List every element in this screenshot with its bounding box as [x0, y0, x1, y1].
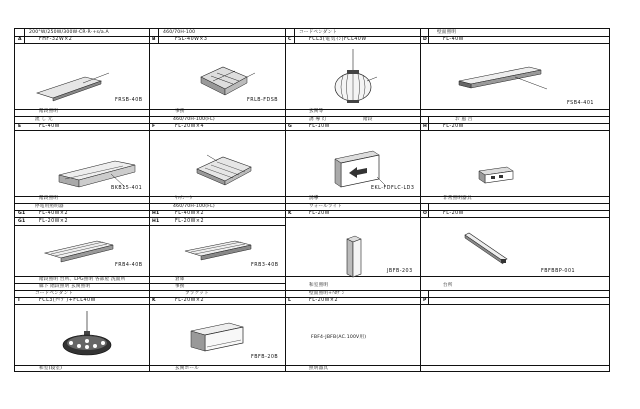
fixture-model: FL-20W×2: [175, 298, 204, 303]
catalog-code: FRSB-40B: [115, 98, 143, 103]
catalog-code: FBFB-20B: [251, 355, 279, 360]
fixture-letter: I: [18, 298, 20, 303]
grid-line: [15, 43, 609, 44]
catalog-code: FRB3-40B: [251, 263, 279, 268]
grid-line: [15, 130, 609, 131]
fixture-model: FL-20W×2: [309, 298, 338, 303]
cell-footer: 非常照明器具: [443, 196, 472, 201]
cell-header: 200°W/250W/300W·CR·R·+s/a.A: [29, 30, 109, 35]
cell-header: 460/70H-100(FL): [173, 204, 215, 209]
cell-footer: 事務: [175, 109, 185, 114]
fixture-illustration: [333, 149, 385, 189]
fixture-model: FL-40W×2: [39, 211, 68, 216]
fixture-illustration: [477, 165, 517, 185]
fixture-letter: H: [423, 124, 428, 129]
cell-header: 460/70H-100: [163, 30, 196, 35]
fixture-illustration: [193, 151, 259, 187]
grid-line: [149, 29, 150, 371]
cell-header: 460/70H-100(FL): [173, 117, 215, 122]
fixture-model: FL-20W: [309, 211, 330, 216]
fixture-letter: B: [152, 37, 156, 42]
cell-note: FBF4-JBFB(AC.100V用): [311, 335, 367, 340]
fixture-letter: F: [152, 124, 156, 129]
cell-footer: 台所: [443, 283, 453, 288]
cell-footer: 階段照明: [39, 196, 59, 201]
fixture-illustration: [35, 71, 115, 101]
fixture-letter: L: [288, 298, 292, 303]
fixture-illustration: [455, 65, 555, 95]
fixture-model: FL-40W: [443, 37, 464, 42]
grid-line: [15, 304, 609, 305]
catalog-code: FRLB-FDSB: [247, 98, 279, 103]
fixture-illustration: [187, 321, 251, 355]
fixture-model: FL-20W: [443, 211, 464, 216]
fixture-illustration: [331, 49, 381, 107]
catalog-code: BKB15-401: [111, 186, 143, 191]
cell-footer: 和室照明: [309, 283, 329, 288]
catalog-code: FRB4-40B: [115, 263, 143, 268]
cell-header: 流 し 元: [35, 117, 53, 122]
cell-footer: 誘導: [309, 196, 319, 201]
fixture-illustration: [463, 231, 513, 265]
cell-footer: ｷｯﾁﾝ一ﾀ: [175, 196, 193, 201]
fixture-letter: A: [18, 37, 22, 42]
fixture-letter: K: [288, 211, 292, 216]
fixture-model: FHF-32W×2: [39, 37, 73, 42]
catalog-code: FBFBBP-001: [541, 269, 576, 274]
fixture-model: FL-20W×2: [175, 219, 204, 224]
cell-header: 停電用照明器: [35, 204, 64, 209]
cell-header: コードペンダント: [299, 30, 338, 35]
cell-footer: 倉庫: [175, 277, 185, 282]
fixture-letter: H1: [152, 211, 160, 216]
cell-footer: 事務: [175, 284, 185, 289]
fixture-letter: D: [423, 37, 428, 42]
fixture-illustration: [345, 235, 367, 279]
grid-line: [420, 29, 421, 371]
fixture-model: FL-20W: [443, 124, 464, 129]
fixture-model: FSL-40W×3: [175, 37, 208, 42]
fixture-model: FL-10W: [309, 124, 330, 129]
fixture-model: FL-40W: [39, 124, 60, 129]
fixture-letter: C: [288, 37, 292, 42]
cell-footer: 階段照明 台所、LPG照明 各部屋 洗面所: [39, 277, 126, 282]
fixture-letter: K: [152, 298, 156, 303]
fixture-model: FL-20W×4: [175, 124, 204, 129]
cell-header: 壁面照明+ﾊﾛｹﾞﾝ: [309, 291, 345, 296]
catalog-code: EKL-FDFLC-LD3: [371, 186, 415, 191]
fixture-letter: H1: [152, 219, 160, 224]
grid-line: [15, 225, 285, 226]
fixture-model: FL-20W×2: [39, 219, 68, 224]
fixture-illustration: [57, 311, 117, 361]
cell-header: 壁面照明: [437, 30, 457, 35]
cell-header-extra: 階段: [363, 117, 373, 122]
fixture-illustration: [197, 63, 257, 99]
cell-footer: 廊下 階段照明 玄関照明: [39, 284, 91, 289]
fixture-letter: O: [423, 211, 428, 216]
cell-header: コードペンダント: [35, 291, 74, 296]
grid-line: [15, 217, 609, 218]
cell-footer: 階段照明: [39, 109, 59, 114]
cell-footer: 玄関ホール: [175, 366, 199, 371]
fixture-letter: P: [423, 298, 427, 303]
fixture-model: FCL3(電気ｲﾝ)FCL40W: [309, 37, 367, 42]
catalog-code: JBFB-203: [387, 269, 413, 274]
cell-footer: 照明器具: [309, 366, 329, 371]
fixture-illustration: [43, 237, 123, 267]
cell-footer: 玄関等: [309, 109, 324, 114]
catalog-code: FSB4-401: [567, 101, 594, 106]
fixture-model: FL-40W×2: [175, 211, 204, 216]
fixture-letter: G: [288, 124, 292, 129]
cell-header: お 風 呂: [455, 117, 473, 122]
cell-header: 誘 導 灯: [309, 117, 327, 122]
fixture-letter: G1: [18, 211, 26, 216]
grid-line: [285, 29, 286, 371]
fixture-letter: G1: [18, 219, 26, 224]
fixture-letter: E: [18, 124, 22, 129]
cell-header: ウォールライト: [309, 204, 343, 209]
cell-header: ブラケット: [185, 291, 209, 296]
fixture-schedule-sheet: [14, 28, 610, 372]
cell-footer: 和室(寝室): [39, 366, 63, 371]
fixture-model: FCL3(ｸﾘﾌﾟ)+FCL40W: [39, 298, 96, 303]
